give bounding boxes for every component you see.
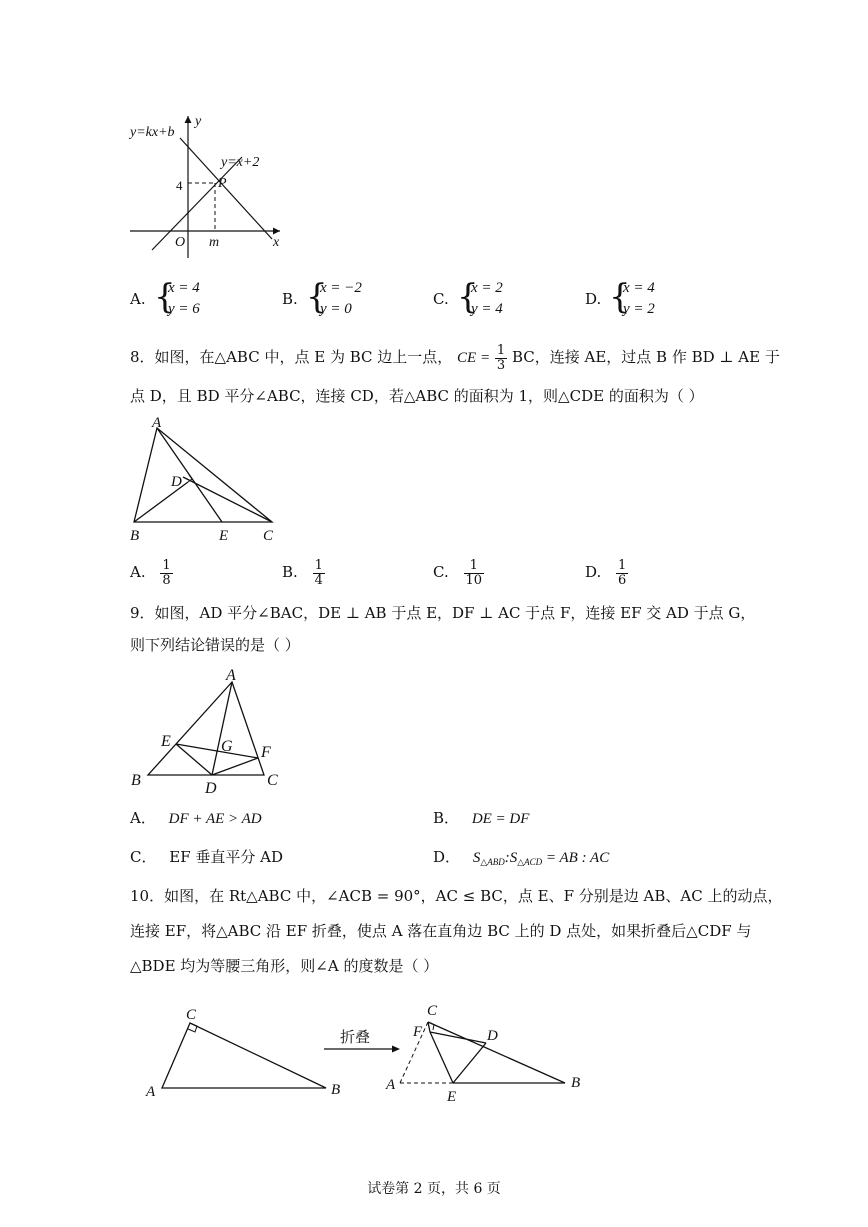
q7-option-d-label: D. [585, 290, 602, 308]
q7-label-line1: y=kx+b [130, 125, 175, 140]
q8-option-c-label: C. [433, 563, 449, 581]
q9-label-c: C [267, 772, 278, 789]
q8-stem-line2: 点 D，且 BD 平分∠ABC，连接 CD，若△ABC 的面积为 1，则△CDE 的面积为（ ） [130, 387, 704, 405]
q10-right-label-b: B [571, 1075, 581, 1091]
q10-right-label-a: A [386, 1077, 396, 1093]
q10-right-label-f: F [413, 1024, 423, 1040]
q9-option-d-label: D． [433, 848, 461, 866]
q9-label-b: B [131, 772, 141, 789]
q8-option-a[interactable] [130, 555, 173, 589]
q8-option-a-den: 8 [162, 572, 171, 588]
q9-option-d-sub2: △ACD [517, 857, 543, 867]
q10-right-label-e: E [447, 1089, 457, 1105]
q8-option-d-frac [616, 559, 628, 588]
q9-option-b-label: B． [433, 809, 460, 827]
q9-option-d-mid: :S [504, 850, 518, 866]
q9-option-d-s1: S [472, 850, 481, 866]
q7-option-d[interactable] [585, 278, 705, 320]
q7-option-a-label: A. [130, 290, 146, 308]
q8-stem-part2: BC，连接 AE，过点 B 作 BD ⊥ AE 于 [511, 348, 780, 366]
q10-figure-left [140, 1000, 350, 1105]
q9-option-d-tail: = AB : AC [542, 850, 610, 866]
q8-option-a-label: A. [130, 563, 146, 581]
q8-option-d-label: D. [585, 563, 602, 581]
q9-option-b-text: DE = DF [471, 811, 530, 827]
q9-label-d: D [205, 780, 217, 797]
q8-option-c[interactable] [433, 555, 484, 589]
q10-left-label-a: A [146, 1084, 156, 1100]
q9-option-a[interactable] [130, 808, 262, 829]
q7-option-c-eq1: x = 2 [471, 280, 503, 296]
q7-axis-y: y [195, 114, 202, 129]
q8-option-c-frac [464, 559, 485, 588]
q7-option-c-brace: { [457, 277, 479, 317]
q7-axis-x: x [273, 235, 280, 250]
q8-option-c-den: 10 [465, 572, 483, 588]
q7-point-p: P [218, 176, 227, 191]
q9-label-a: A [226, 667, 236, 684]
q7-option-b-eq1: x = −2 [320, 280, 362, 296]
q8-option-c-num: 1 [464, 559, 485, 574]
q8-label-b: B [130, 528, 140, 544]
q7-option-b-brace: { [306, 277, 328, 317]
q9-label-f: F [261, 744, 271, 761]
q8-option-b-den: 4 [314, 572, 323, 588]
q9-stem-line1: 9．如图，AD 平分∠BAC，DE ⊥ AB 于点 E，DF ⊥ AC 于点 F，连接 EF 交 AD 于点 G， [130, 604, 756, 622]
q7-option-d-brace: { [609, 277, 631, 317]
q8-option-b-label: B. [282, 563, 298, 581]
q9-option-a-text: DF + AE > AD [168, 811, 262, 827]
q9-figure [128, 663, 288, 798]
q10-left-label-b: B [331, 1082, 341, 1098]
q9-option-c-text: EF 垂直平分 AD [169, 848, 284, 866]
q8-option-b-num: 1 [314, 557, 323, 573]
q7-option-d-eq1: x = 4 [623, 280, 655, 296]
q9-label-e: E [161, 733, 171, 750]
q8-option-a-num: 1 [162, 557, 171, 573]
q8-label-a: A [152, 415, 162, 431]
q8-option-b[interactable] [282, 555, 325, 589]
q10-stem-line3: △BDE 均为等腰三角形，则∠A 的度数是（ ） [130, 957, 439, 975]
q8-figure [125, 415, 295, 545]
q7-option-a-eq2: y = 6 [168, 301, 200, 317]
q8-option-b-frac [313, 559, 325, 588]
q7-option-b[interactable] [282, 278, 402, 320]
q8-fraction [495, 344, 507, 373]
q9-option-b[interactable] [433, 808, 529, 829]
q7-option-b-label: B. [282, 290, 298, 308]
q7-label-line2: y=x+2 [221, 155, 260, 170]
q8-option-d-den: 6 [618, 572, 627, 588]
q10-right-label-c: C [427, 1003, 438, 1019]
q10-figure-right [383, 995, 598, 1110]
q9-stem-line2: 则下列结论错误的是（ ） [130, 636, 300, 654]
q8-stem-part1: 8．如图，在△ABC 中，点 E 为 BC 边上一点， [130, 348, 453, 366]
q7-option-a-brace: { [154, 277, 176, 317]
q9-option-c[interactable] [130, 847, 283, 867]
q8-label-c: C [263, 528, 274, 544]
q7-tick-m: m [209, 235, 220, 250]
q9-label-g: G [221, 738, 233, 755]
q8-option-d[interactable] [585, 555, 628, 589]
q9-option-d-sub1: △ABD [480, 857, 505, 867]
q7-option-d-eq2: y = 2 [623, 301, 655, 317]
q7-option-c-label: C. [433, 290, 449, 308]
q8-fraction-num: 1 [496, 342, 506, 358]
q7-option-a[interactable] [130, 278, 250, 320]
q7-option-b-eq2: y = 0 [320, 301, 352, 317]
q7-option-c[interactable] [433, 278, 553, 320]
q10-fold-label: 折叠 [340, 1028, 371, 1046]
q7-option-c-eq2: y = 4 [471, 301, 503, 317]
q8-stem-line1 [130, 342, 780, 372]
q8-fraction-den: 3 [496, 357, 506, 373]
q10-left-label-c: C [186, 1007, 197, 1023]
q9-option-d[interactable] [433, 847, 609, 872]
q8-label-e: E [219, 528, 229, 544]
page-footer: 试卷第 2 页，共 6 页 [367, 1181, 501, 1197]
q7-graph [120, 100, 300, 270]
q10-right-label-d: D [487, 1028, 498, 1044]
q9-option-c-label: C． [130, 848, 157, 866]
q8-option-d-num: 1 [618, 557, 627, 573]
q10-stem-line2: 连接 EF，将△ABC 沿 EF 折叠，使点 A 落在直角边 BC 上的 D 点处，如果折叠后△CDF 与 [130, 922, 752, 940]
q10-stem-line1: 10．如图，在 Rt△ABC 中，∠ACB = 90°，AC ≤ BC，点 E、F 分别是边 AB、AC 上的动点， [130, 887, 783, 905]
q7-origin: O [175, 235, 186, 250]
q8-ce: CE = [457, 350, 491, 366]
q7-tick-4: 4 [176, 178, 183, 193]
q8-label-d: D [171, 474, 182, 490]
q7-option-a-eq1: x = 4 [168, 280, 200, 296]
q9-option-a-label: A． [130, 809, 156, 827]
q8-option-a-frac [160, 559, 172, 588]
